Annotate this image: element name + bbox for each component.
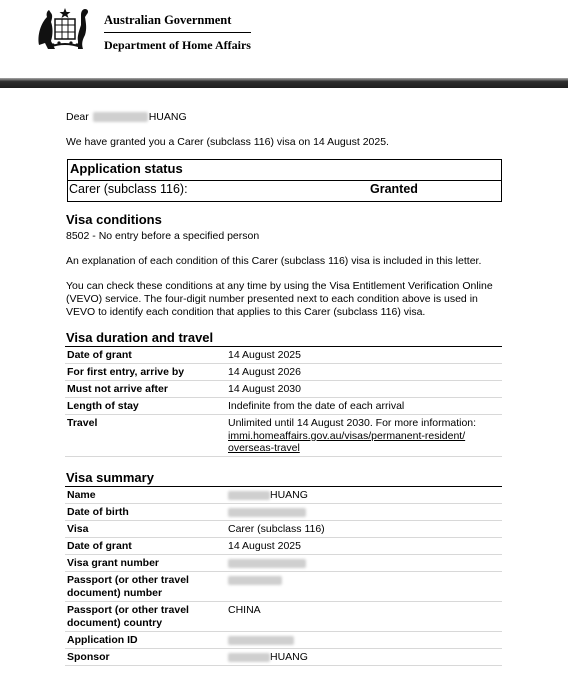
row-value — [228, 574, 503, 587]
visa-summary-heading: Visa summary — [66, 470, 154, 485]
sponsor-value: HUANG — [270, 651, 308, 663]
redacted-date-of-birth — [228, 508, 306, 517]
row-label: Date of grant — [67, 540, 132, 552]
row-label — [67, 604, 217, 630]
row-value — [228, 489, 503, 502]
row-label: Date of birth — [67, 506, 129, 518]
row-label-line: document) number — [67, 587, 163, 599]
table-row — [65, 632, 502, 649]
row-value — [228, 651, 503, 664]
letterhead — [0, 0, 568, 80]
row-label — [67, 574, 217, 600]
row-label: Visa grant number — [67, 557, 159, 569]
row-value: Carer (subclass 116) — [228, 523, 325, 535]
status-value: Granted — [370, 182, 418, 196]
row-value: 14 August 2025 — [228, 349, 301, 361]
row-value — [228, 634, 503, 647]
row-label: Travel — [67, 417, 98, 429]
department-name: Department of Home Affairs — [104, 38, 251, 52]
status-title: Application status — [70, 161, 183, 176]
table-row — [65, 538, 502, 555]
row-value: 14 August 2025 — [228, 540, 301, 552]
travel-info-link-continued[interactable]: overseas-travel — [228, 442, 300, 454]
status-label: Carer (subclass 116): — [69, 182, 188, 196]
table-row — [65, 504, 502, 521]
wordmark-divider — [104, 32, 251, 33]
salutation-prefix: Dear — [66, 111, 89, 123]
redacted-given-name — [93, 112, 148, 122]
row-label-line: Passport (or other travel — [67, 604, 189, 616]
table-row — [65, 572, 502, 602]
table-row — [65, 555, 502, 572]
row-value: CHINA — [228, 604, 261, 616]
condition-item: 8502 - No entry before a specified person — [66, 230, 260, 242]
granted-sentence: We have granted you a Carer (subclass 116) visa on 14 August 2025. — [66, 136, 389, 148]
name-value: HUANG — [270, 489, 308, 501]
row-label: Date of grant — [67, 349, 132, 361]
application-status-box — [67, 159, 502, 202]
row-value: 14 August 2030 — [228, 383, 301, 395]
visa-summary-table — [65, 486, 502, 666]
row-value — [228, 506, 503, 519]
table-row — [65, 649, 502, 666]
travel-info-link[interactable]: immi.homeaffairs.gov.au/visas/permanent-resident/ — [228, 429, 466, 442]
status-divider — [68, 180, 501, 181]
vevo-text-line-1: You can check these conditions at any time by using the Visa Entitlement Verification Online — [66, 280, 493, 292]
conditions-explanation: An explanation of each condition of this Carer (subclass 116) visa is included in this letter. — [66, 255, 482, 267]
redacted-grant-number — [228, 559, 306, 568]
table-row — [65, 381, 502, 398]
row-value: 14 August 2026 — [228, 366, 301, 378]
row-label: For first entry, arrive by — [67, 366, 185, 378]
redacted-application-id — [228, 636, 294, 645]
visa-duration-heading: Visa duration and travel — [66, 330, 214, 345]
salutation — [66, 111, 187, 123]
salutation-name: HUANG — [148, 111, 187, 123]
row-label-line: Passport (or other travel — [67, 574, 189, 586]
table-row — [65, 347, 502, 364]
table-row — [65, 364, 502, 381]
redacted-given-name — [228, 491, 270, 500]
row-label: Visa — [67, 523, 89, 535]
travel-row — [65, 415, 502, 457]
row-value — [228, 557, 503, 570]
row-label: Length of stay — [67, 400, 139, 412]
row-label: Name — [67, 489, 96, 501]
visa-duration-table — [65, 346, 502, 457]
redacted-sponsor-given-name — [228, 653, 270, 662]
row-value — [228, 417, 503, 455]
row-value: Indefinite from the date of each arrival — [228, 400, 405, 412]
redacted-passport-number — [228, 576, 282, 585]
table-row — [65, 602, 502, 632]
table-row — [65, 521, 502, 538]
row-label: Sponsor — [67, 651, 110, 663]
row-label-line: document) country — [67, 617, 163, 629]
gov-name: Australian Government — [104, 13, 232, 27]
visa-conditions-heading: Visa conditions — [66, 212, 162, 227]
row-label: Must not arrive after — [67, 383, 168, 395]
table-row — [65, 487, 502, 504]
table-row — [65, 398, 502, 415]
header-bar — [0, 78, 568, 88]
travel-text: Unlimited until 14 August 2030. For more information: — [228, 417, 477, 429]
coat-of-arms-icon — [33, 5, 95, 53]
vevo-text-line-2: (VEVO) service. The four-digit number presented next to each condition above is used in — [66, 293, 478, 305]
vevo-text-line-3: VEVO to identify each condition that applies to this Carer (subclass 116) visa. — [66, 306, 426, 318]
row-label: Application ID — [67, 634, 138, 646]
